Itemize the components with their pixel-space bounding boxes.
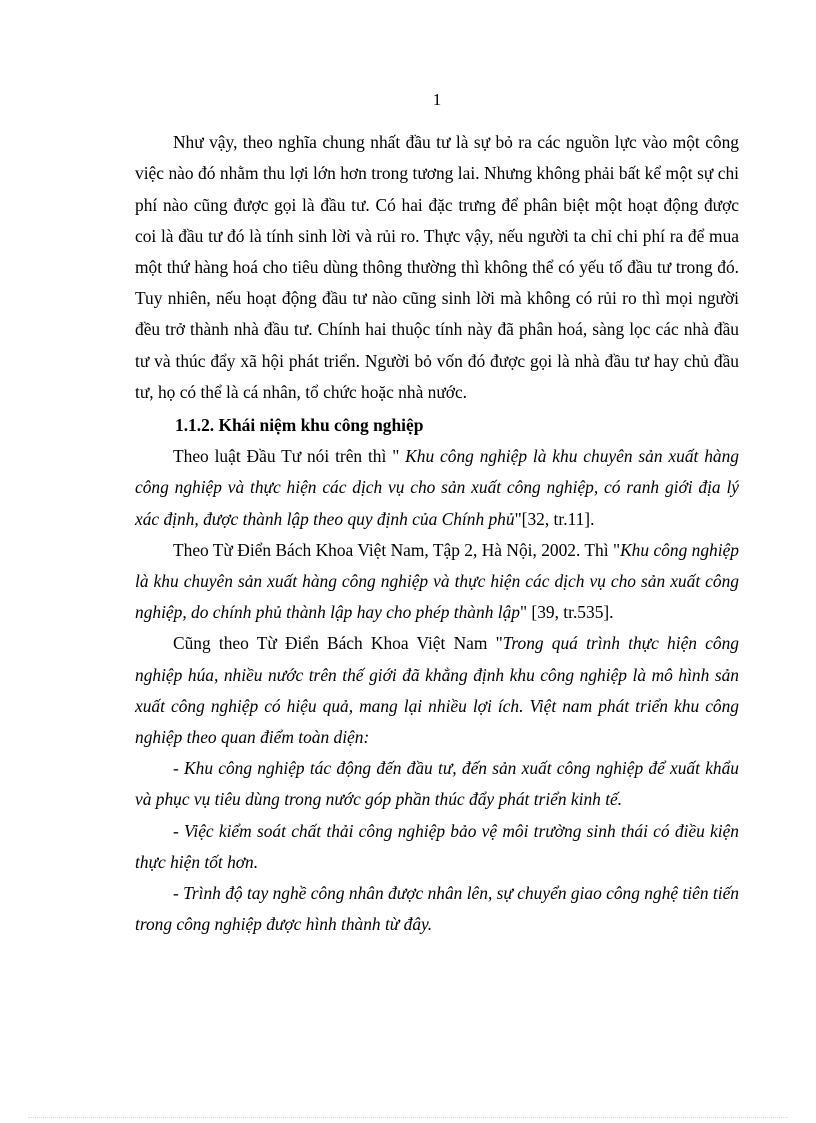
page-bottom-divider <box>28 1117 788 1118</box>
paragraph-lead: Cũng theo Từ Điển Bách Khoa Việt Nam " <box>173 633 503 654</box>
quote-text: Trong quá trình thực hiện công nghiệp húa, nhiều nước trên thế giới đã khẳng định khu công nghiệp là mô hình sản xuất công nghiệp có hiệu quả, mang lại nhiều lợi ích. Việt nam phát triển khu công nghiệp theo quan điểm toàn diện: <box>135 633 739 748</box>
quote-text: Khu công nghiệp là khu chuyên sản xuất hàng công nghiệp và thực hiện các dịch vụ cho sản xuất công nghiệp, do chính phủ thành lập hay cho phép thành lập <box>135 539 739 623</box>
page-number: 1 <box>432 90 442 109</box>
quote-text: Khu công nghiệp là khu chuyên sản xuất hàng công nghiệp và thực hiện các dịch vụ cho sản xuất công nghiệp, có ranh giới địa lý xác định, được thành lập theo quy định của Chính phủ <box>135 446 740 529</box>
section-heading: 1.1.2. Khái niệm khu công nghiệp <box>175 415 424 436</box>
paragraph-lead: Theo Từ Điển Bách Khoa Việt Nam, Tập 2, Hà Nội, 2002. Thì " <box>173 539 621 560</box>
paragraph-encyclopedia-definition <box>135 535 739 629</box>
paragraph-investment-law-definition <box>135 441 739 535</box>
paragraph-encyclopedia-viewpoint <box>135 628 739 753</box>
citation: " [39, tr.535]. <box>519 602 614 623</box>
citation: "[32, tr.11]. <box>514 508 595 529</box>
document-page <box>135 84 739 940</box>
paragraph-investment-definition: Như vậy, theo nghĩa chung nhất đầu tư là sự bỏ ra các nguồn lực vào một công việc nào đó nhằm thu lợi lớn hơn trong tương lai. Nhưng không phải bất kể một sự chi phí nào cũng được gọi là đầu tư. Có hai đặc trưng để phân biệt một hoạt động được coi là đầu tư đó là tính sinh lời và rủi ro. Thực vậy, nếu người ta chỉ chi phí ra để mua một thứ hàng hoá cho tiêu dùng thông thường thì không thể có yếu tố đầu tư trong đó. Tuy nhiên, nếu hoạt động đầu tư nào cũng sinh lời mà không có rủi ro thì mọi người đều trở thành nhà đầu tư. Chính hai thuộc tính này đã phân hoá, sàng lọc các nhà đầu tư và thúc đẩy xã hội phát triển. Người bỏ vốn đó được gọi là nhà đầu tư hay chủ đầu tư, họ có thể là cá nhân, tổ chức hoặc nhà nước. <box>135 132 739 402</box>
paragraph-lead: Theo luật Đầu Tư nói trên thì " <box>173 446 400 467</box>
bullet-item-investment: - Khu công nghiệp tác động đến đầu tư, đến sản xuất công nghiệp để xuất khẩu và phục vụ tiêu dùng trong nước góp phần thúc đẩy phát triển kinh tế. <box>135 758 739 810</box>
bullet-item-environment: - Việc kiểm soát chất thải công nghiệp bảo vệ môi trường sinh thái có điều kiện thực hiện tốt hơn. <box>135 820 739 872</box>
bullet-item-skills: - Trình độ tay nghề công nhân được nhân lên, sự chuyển giao công nghệ tiên tiến trong công nghiệp được hình thành từ đây. <box>135 883 739 935</box>
